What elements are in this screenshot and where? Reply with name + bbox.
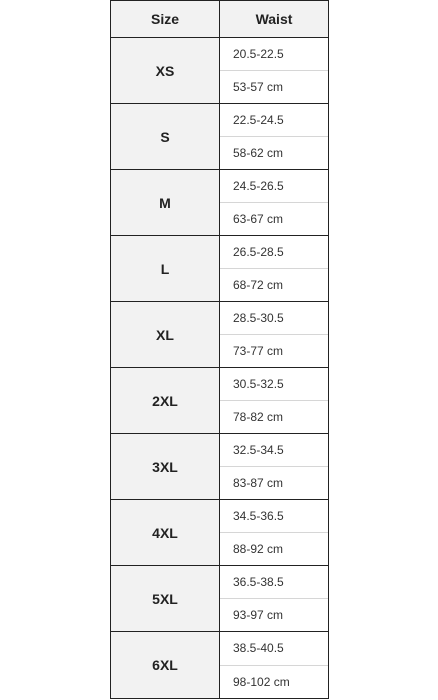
waist-cm-value: 93-97 cm [233,608,284,622]
waist-inch-value: 24.5-26.5 [220,170,328,203]
table-row [111,434,328,500]
size-cell: 3XL [111,434,220,499]
size-cell: 5XL [111,566,220,631]
size-column-header: Size [111,1,220,37]
table-row [111,500,328,566]
waist-cell [220,632,328,698]
waist-inch-value: 32.5-34.5 [220,434,328,467]
waist-cm-value: 78-82 cm [233,410,284,424]
waist-cm-value: 53-57 cm [233,80,284,94]
waist-inch-value: 26.5-28.5 [220,236,328,269]
waist-cm-value: 73-77 cm [233,344,284,358]
size-cell: XS [111,38,220,103]
waist-inch-value: 22.5-24.5 [220,104,328,137]
waist-cell [220,434,328,499]
table-row [111,236,328,302]
table-body [111,38,328,698]
waist-inch-value: 36.5-38.5 [220,566,328,599]
size-chart-table [110,0,329,699]
waist-inch-value: 28.5-30.5 [220,302,328,335]
waist-inch-value: 20.5-22.5 [220,38,328,71]
table-row [111,170,328,236]
table-row [111,302,328,368]
waist-cm-value: 83-87 cm [233,476,284,490]
waist-cell [220,500,328,565]
waist-cell [220,302,328,367]
size-cell: L [111,236,220,301]
waist-inch-value: 38.5-40.5 [220,632,328,666]
waist-cm-value: 63-67 cm [233,212,284,226]
waist-column-header: Waist [220,1,328,37]
waist-inch-value: 30.5-32.5 [220,368,328,401]
size-cell: 6XL [111,632,220,698]
size-cell: XL [111,302,220,367]
table-header-row [111,1,328,38]
waist-cell [220,38,328,103]
waist-cell [220,368,328,433]
waist-cell [220,236,328,301]
table-row [111,368,328,434]
waist-cm-value: 58-62 cm [233,146,284,160]
waist-cell [220,170,328,235]
waist-cell [220,104,328,169]
waist-cm-value: 88-92 cm [233,542,284,556]
size-cell: S [111,104,220,169]
waist-cell [220,566,328,631]
table-row [111,38,328,104]
waist-inch-value: 34.5-36.5 [220,500,328,533]
waist-cm-value: 68-72 cm [233,278,284,292]
table-row [111,566,328,632]
size-cell: M [111,170,220,235]
size-cell: 2XL [111,368,220,433]
table-row [111,104,328,170]
waist-cm-value: 98-102 cm [233,674,290,689]
table-row [111,632,328,698]
size-cell: 4XL [111,500,220,565]
